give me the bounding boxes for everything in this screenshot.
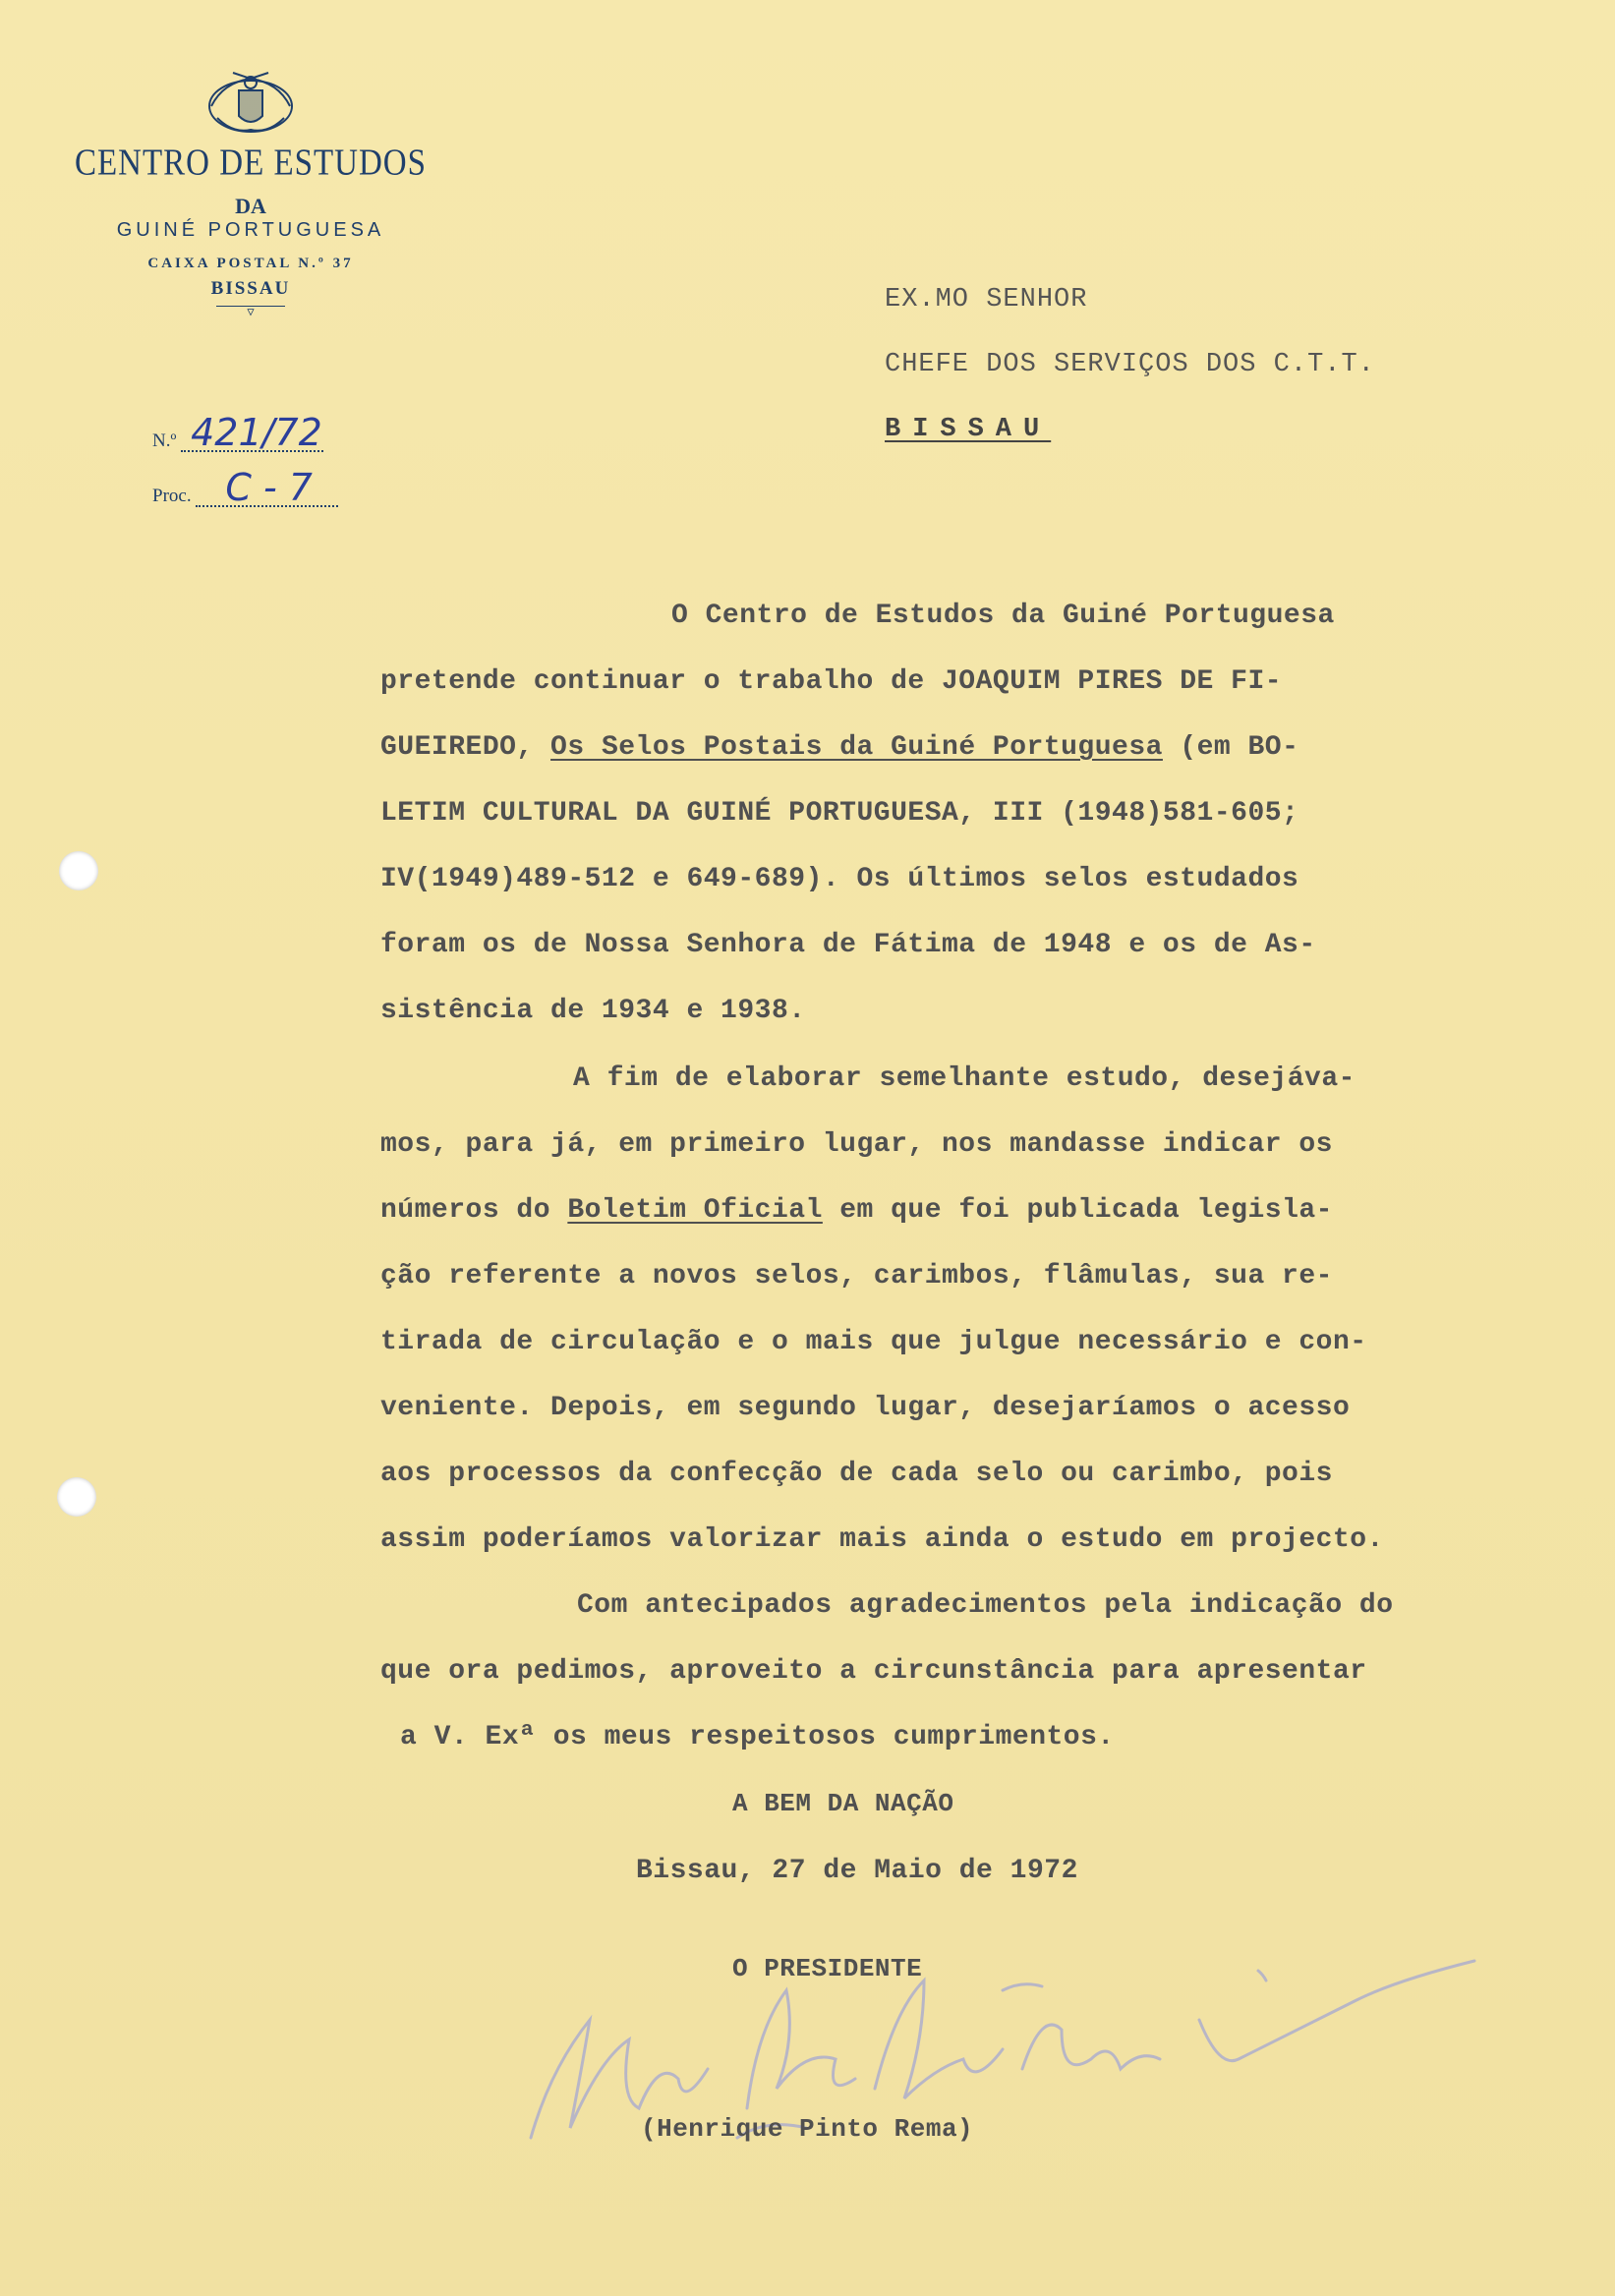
letterhead-da: DA bbox=[235, 194, 266, 218]
citation-start: (em BO- bbox=[1180, 732, 1299, 763]
body-line: assim poderíamos valorizar mais ainda o estudo em projecto. bbox=[380, 1524, 1384, 1555]
body-line: IV(1949)489-512 e 649-689). Os últimos selos estudados bbox=[380, 864, 1299, 894]
body-line: ção referente a novos selos, carimbos, flâmulas, sua re- bbox=[380, 1261, 1333, 1292]
body-line: sistência de 1934 e 1938. bbox=[380, 996, 806, 1026]
letterhead-subtitle: GUINÉ PORTUGUESA bbox=[116, 219, 385, 241]
body-line: a V. Exª os meus respeitosos cumprimentos. bbox=[400, 1722, 1115, 1752]
numbers-text: números do bbox=[380, 1195, 551, 1226]
proc-label: Proc. bbox=[152, 486, 192, 506]
body-line: A fim de elaborar semelhante estudo, desejáva- bbox=[573, 1063, 1355, 1094]
number-field bbox=[181, 411, 323, 454]
letterhead-postal-box: CAIXA POSTAL N.º 37 bbox=[147, 256, 354, 271]
body-line-mixed bbox=[380, 732, 1298, 763]
body-line: que ora pedimos, aproveito a circunstância para apresentar bbox=[380, 1656, 1367, 1687]
letterhead-city: BISSAU bbox=[210, 278, 291, 299]
letterhead-mark: ▽ bbox=[247, 306, 255, 319]
body-line: veniente. Depois, em segundo lugar, desejaríamos o acesso bbox=[380, 1393, 1351, 1423]
letterhead bbox=[59, 69, 442, 319]
number-value: 421/72 bbox=[191, 411, 322, 454]
signatory-name: (Henrique Pinto Rema) bbox=[641, 2114, 974, 2144]
place-and-date: Bissau, 27 de Maio de 1972 bbox=[636, 1856, 1078, 1886]
punch-hole-bottom bbox=[57, 1477, 96, 1517]
addressee-line-1: EX.MO SENHOR bbox=[885, 285, 1088, 315]
body-line: mos, para já, em primeiro lugar, nos mandasse indicar os bbox=[380, 1129, 1333, 1160]
body-line: foram os de Nossa Senhora de Fátima de 1948 e os de As- bbox=[380, 930, 1316, 960]
body-line: aos processos da confecção de cada selo ou carimbo, pois bbox=[380, 1459, 1333, 1489]
coat-of-arms-icon bbox=[203, 69, 298, 138]
author-name-end: GUEIREDO, bbox=[380, 732, 534, 763]
closing-motto: A BEM DA NAÇÃO bbox=[732, 1789, 954, 1818]
work-title: Os Selos Postais da Guiné Portuguesa bbox=[550, 732, 1163, 763]
body-line: tirada de circulação e o mais que julgue necessário e con- bbox=[380, 1327, 1367, 1357]
punch-hole-top bbox=[59, 851, 98, 890]
body-line-mixed bbox=[380, 1195, 1333, 1226]
reference-proc bbox=[152, 466, 338, 509]
number-label: N.º bbox=[152, 430, 177, 451]
proc-value: C - 7 bbox=[225, 466, 313, 509]
addressee-line-2: CHEFE DOS SERVIÇOS DOS C.T.T. bbox=[885, 350, 1375, 379]
body-line: pretende continuar o trabalho de JOAQUIM PIRES DE FI- bbox=[380, 666, 1283, 697]
boletim-oficial: Boletim Oficial bbox=[567, 1195, 823, 1226]
reference-number bbox=[152, 411, 323, 454]
body-line: Com antecipados agradecimentos pela indicação do bbox=[577, 1590, 1394, 1621]
proc-field bbox=[196, 466, 338, 509]
signatory-role: O PRESIDENTE bbox=[732, 1954, 923, 1983]
letterhead-title: CENTRO DE ESTUDOS bbox=[74, 143, 427, 184]
body-line: O Centro de Estudos da Guiné Portuguesa bbox=[671, 601, 1335, 631]
publication-text: em que foi publicada legisla- bbox=[839, 1195, 1333, 1226]
body-line: LETIM CULTURAL DA GUINÉ PORTUGUESA, III (1948)581-605; bbox=[380, 798, 1299, 829]
addressee-city: BISSAU bbox=[885, 415, 1052, 444]
